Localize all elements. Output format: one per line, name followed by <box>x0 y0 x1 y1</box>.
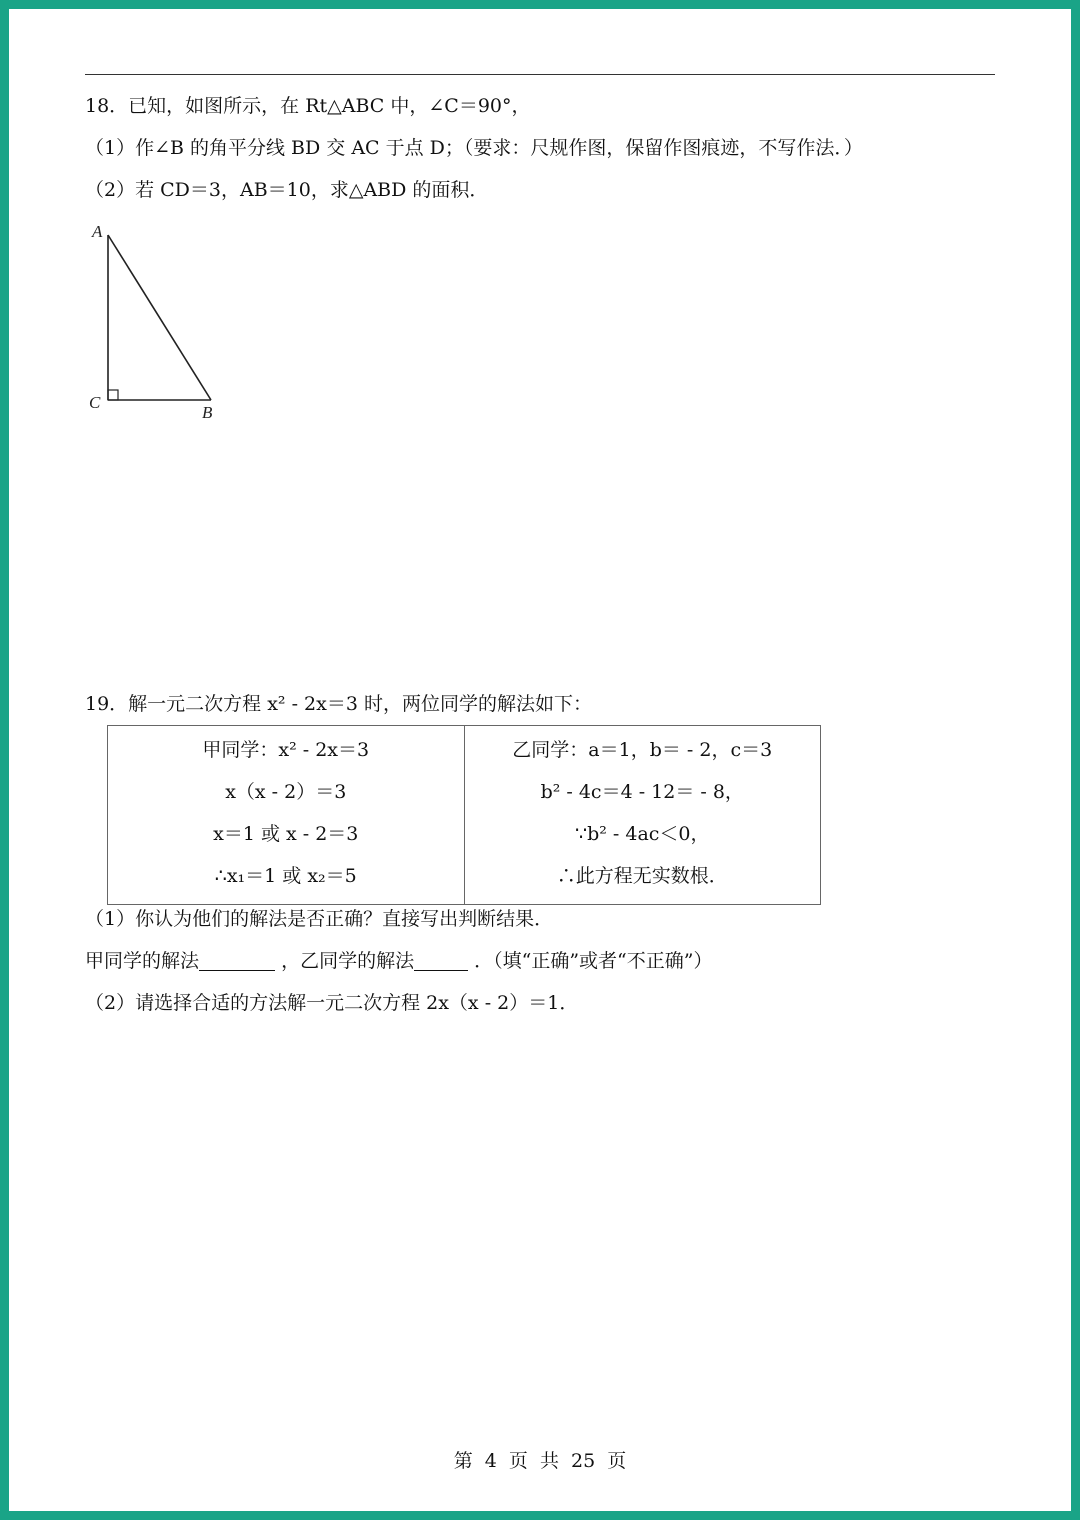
answer-blank-jia[interactable] <box>199 950 275 971</box>
yi-line-3: ∵b² - 4ac＜0， <box>574 823 710 845</box>
q19-stem: 19．解一元二次方程 x² - 2x＝3 时，两位同学的解法如下： <box>85 693 592 715</box>
jia-line-2: x（x - 2）＝3 <box>225 781 347 803</box>
vertex-b-label: B <box>202 403 213 422</box>
jia-line-4: ∴x₁＝1 或 x₂＝5 <box>214 865 357 887</box>
q18-part1: （1）作∠B 的角平分线 BD 交 AC 于点 D；（要求：尺规作图，保留作图痕迹，不写作法．） <box>85 137 863 159</box>
vertex-c-label: C <box>89 393 101 412</box>
page-footer: 第 4 页 共 25 页 <box>453 1450 627 1472</box>
q19-part2: （2）请选择合适的方法解一元二次方程 2x（x - 2）＝1． <box>85 992 579 1014</box>
q19-fill-line <box>85 949 712 973</box>
jia-line-1: 甲同学：x² - 2x＝3 <box>202 739 370 761</box>
yi-solution-cell <box>464 726 821 905</box>
vertex-a-label: A <box>92 222 103 241</box>
fill-label-jia: 甲同学的解法 <box>85 950 200 972</box>
triangle-figure <box>80 215 230 430</box>
fill-instruction: ．（填“正确”或者“不正确”） <box>474 950 713 972</box>
yi-line-4: ∴此方程无实数根． <box>556 865 728 887</box>
jia-solution-cell <box>108 726 465 905</box>
yi-line-1: 乙同学：a＝1，b＝ - 2，c＝3 <box>512 739 773 761</box>
q18-part2: （2）若 CD＝3，AB＝10，求△ABD 的面积． <box>85 179 489 201</box>
right-angle-mark <box>108 390 118 400</box>
answer-blank-yi[interactable] <box>414 950 468 971</box>
yi-line-2: b² - 4c＝4 - 12＝ - 8， <box>540 781 744 803</box>
jia-line-3: x＝1 或 x - 2＝3 <box>213 823 359 845</box>
solutions-table <box>107 725 821 905</box>
q19-part1: （1）你认为他们的解法是否正确？直接写出判断结果． <box>85 908 554 930</box>
q18-stem: 18．已知，如图所示，在 Rt△ABC 中，∠C＝90°， <box>85 95 531 117</box>
header-rule <box>85 74 995 75</box>
fill-label-yi: ，乙同学的解法 <box>281 950 415 972</box>
